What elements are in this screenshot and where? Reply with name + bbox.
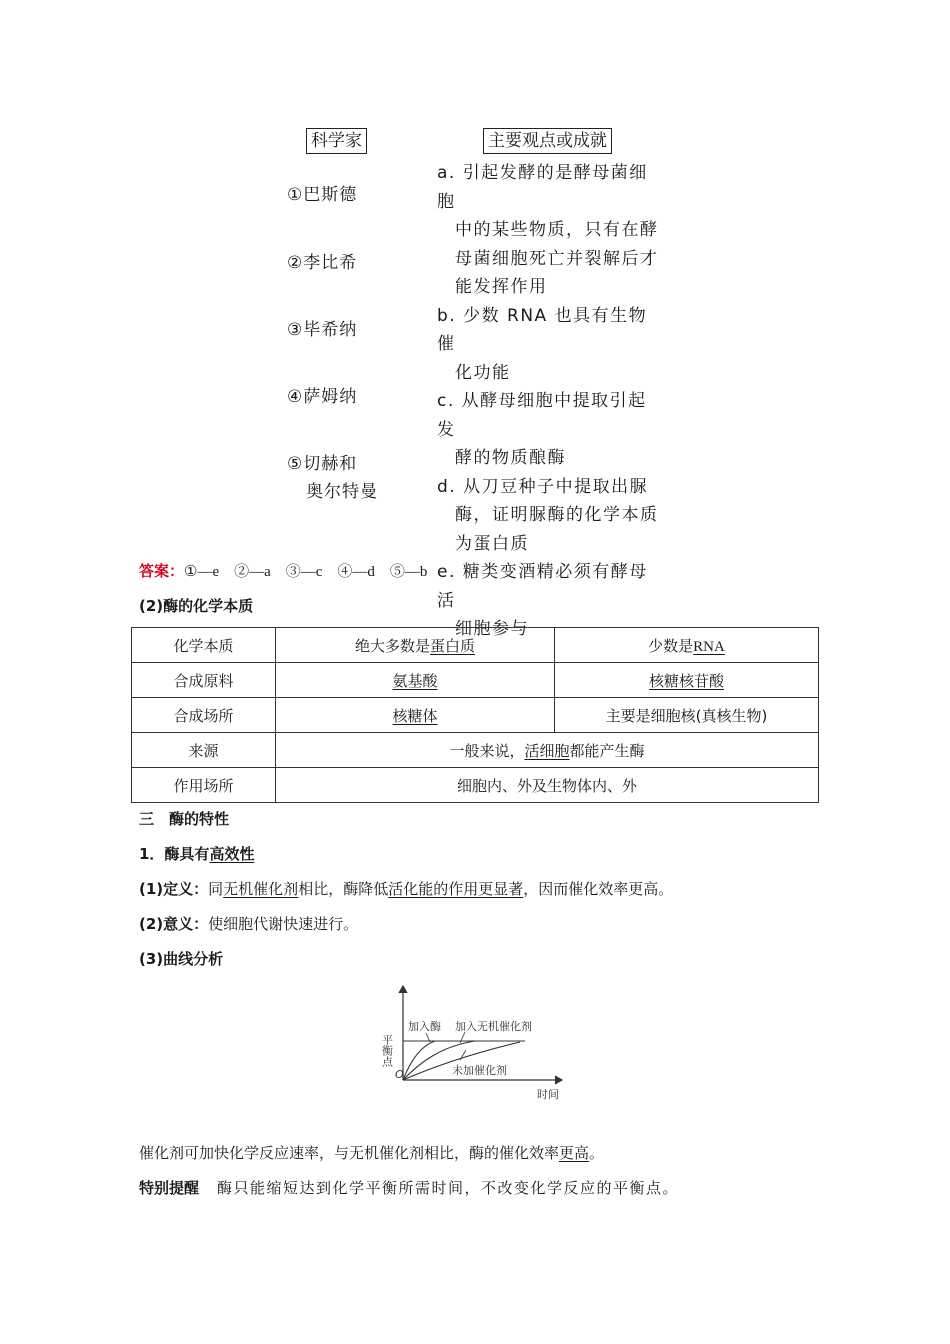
- section3-title: 三 酶的特性: [139, 810, 230, 828]
- table-row: [132, 698, 819, 733]
- row-key: 合成原料: [132, 663, 276, 698]
- scientist-header: 科学家: [306, 128, 367, 154]
- tip-label: 特别提醒: [139, 1179, 200, 1197]
- row-key: 作用场所: [132, 768, 276, 803]
- essence-table: [131, 627, 819, 803]
- scientist-3: ③毕希纳: [287, 320, 358, 340]
- cell: 少数是RNA: [555, 628, 819, 663]
- views-list: [437, 159, 665, 644]
- conclusion-line: 催化剂可加快化学反应速率，与无机催化剂相比，酶的催化效率更高。: [139, 1144, 605, 1162]
- cell: 核糖核苷酸: [555, 663, 819, 698]
- series-label-none: 未加催化剂: [452, 1064, 507, 1077]
- section-title: (2)酶的化学本质: [139, 597, 254, 615]
- table-row: [132, 768, 819, 803]
- definition-line: (1)定义：同无机催化剂相比，酶降低活化能的作用更显著，因而催化效率更高。: [139, 880, 674, 898]
- answer-text: ①—e ②—a ③—c ④—d ⑤—b: [184, 564, 428, 580]
- cell: 核糖体: [276, 698, 555, 733]
- pointer-none: [460, 1050, 466, 1060]
- row-key: 合成场所: [132, 698, 276, 733]
- rate-curve-chart: [380, 982, 580, 1106]
- curve-enzyme: [403, 1041, 435, 1080]
- scientist-5-cont: 奥尔特曼: [306, 482, 378, 502]
- x-axis-label: 时间: [537, 1088, 559, 1101]
- scientist-1: ①巴斯德: [287, 185, 358, 205]
- cell: 氨基酸: [276, 663, 555, 698]
- scientist-5: ⑤切赫和: [287, 454, 358, 474]
- table-row: [132, 628, 819, 663]
- row-key: 来源: [132, 733, 276, 768]
- scientist-4: ④萨姆纳: [287, 387, 358, 407]
- view-b: b. 少数 RNA 也具有生物催 化功能: [437, 305, 648, 383]
- answer-label: 答案：: [139, 562, 185, 580]
- meaning-line: (2)意义：使细胞代谢快速进行。: [139, 915, 359, 933]
- table-row: [132, 733, 819, 768]
- view-e: e. 糖类变酒精必须有酵母活 细胞参与: [437, 562, 648, 639]
- cell: 一般来说，活细胞都能产生酶: [276, 733, 819, 768]
- tip-line: [139, 1177, 679, 1199]
- series-label-inorganic: 加入无机催化剂: [455, 1020, 532, 1033]
- cell: 细胞内、外及生物体内、外: [276, 768, 819, 803]
- view-a: a. 引起发酵的是酵母菌细胞 中的某些物质，只有在酵 母菌细胞死亡并裂解后才 能发挥作用: [437, 163, 659, 297]
- curve-label: (3)曲线分析: [139, 950, 224, 968]
- cell: 绝大多数是蛋白质: [276, 628, 555, 663]
- table-row: [132, 663, 819, 698]
- scientist-2: ②李比希: [287, 253, 358, 273]
- cell: 主要是细胞核(真核生物): [555, 698, 819, 733]
- view-header: 主要观点或成就: [483, 128, 612, 154]
- tip-text: 酶只能缩短达到化学平衡所需时间，不改变化学反应的平衡点。: [217, 1179, 680, 1197]
- row-key: 化学本质: [132, 628, 276, 663]
- series-label-enzyme: 加入酶: [408, 1020, 441, 1033]
- view-d: d. 从刀豆种子中提取出脲 酶，证明脲酶的化学本质 为蛋白质: [437, 476, 659, 554]
- view-c: c. 从酵母细胞中提取引起发 酵的物质酿酶: [437, 391, 647, 468]
- answer-line: [139, 560, 427, 583]
- y-axis-label: 平衡点: [380, 1034, 394, 1067]
- origin-label: O: [395, 1068, 404, 1081]
- sub1-title: 1．酶具有高效性: [139, 845, 255, 863]
